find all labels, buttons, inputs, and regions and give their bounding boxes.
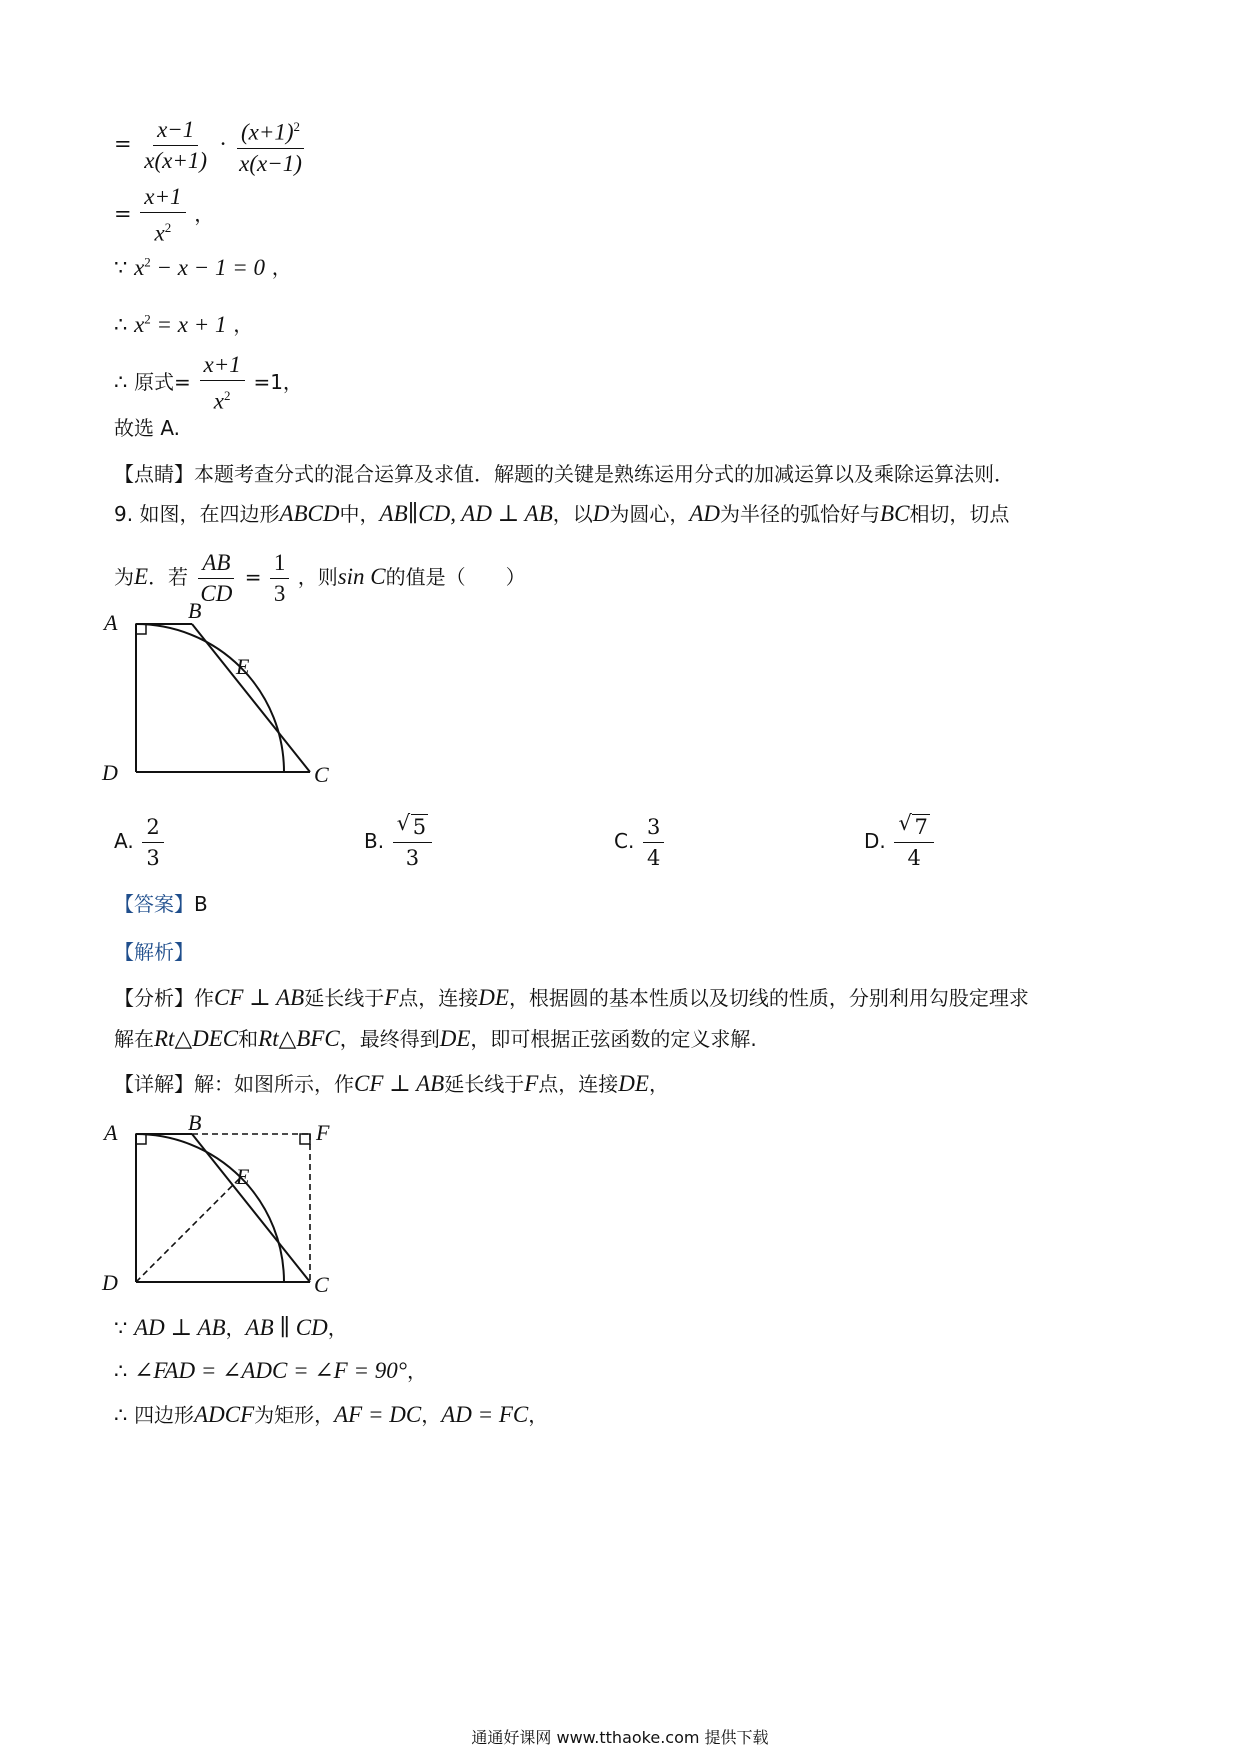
option-letter: C.	[614, 829, 635, 853]
comment-line	[114, 460, 1014, 488]
comment-text: 本题考查分式的混合运算及求值．解题的关键是熟练运用分式的加减运算以及乘除运算法则．	[194, 462, 1014, 486]
question-text: 如图，在四边形	[139, 502, 280, 526]
therefore-symbol: ∴	[114, 312, 128, 337]
solution-step-4	[114, 305, 253, 339]
fraction	[200, 350, 245, 417]
numerator-base: (x+1)	[240, 119, 294, 145]
numerator: 3	[643, 812, 664, 843]
punctuation: ，	[421, 1403, 442, 1427]
exponent: 2	[164, 220, 172, 235]
variable: x	[134, 254, 145, 280]
math-term: Rt△DEC	[154, 1026, 239, 1051]
option-a[interactable]	[114, 812, 166, 873]
fenxi-tag: 【分析】	[114, 986, 194, 1010]
result-value: =1，	[253, 369, 303, 394]
solution-step-5	[114, 350, 303, 417]
denominator: x(x−1)	[239, 150, 302, 176]
numerator: x+1	[140, 182, 185, 213]
radical-icon: √	[898, 811, 912, 835]
therefore-symbol: ∴	[114, 1403, 128, 1427]
right-angle-mark	[136, 624, 146, 634]
math-term: AF = DC	[334, 1402, 422, 1427]
sqrt	[397, 812, 428, 842]
detail-tag: 【详解】	[114, 1072, 194, 1096]
answer-line	[114, 890, 208, 918]
question-text: 为半径的弧恰好与	[720, 502, 881, 526]
equation	[134, 255, 265, 280]
math-term: DE	[618, 1071, 649, 1096]
fraction	[140, 182, 185, 249]
fenxi-text: 和	[238, 1027, 259, 1051]
answer-tag: 【答案】	[114, 892, 194, 916]
math-term: ADCF	[194, 1402, 255, 1427]
math-term: BC	[880, 501, 910, 526]
fraction	[235, 112, 306, 179]
label-a: A	[104, 1120, 118, 1145]
comment-tag: 【点睛】	[114, 462, 194, 486]
solution-step-1	[114, 112, 308, 179]
punctuation: ，	[194, 201, 215, 226]
fenxi-text: 点，连接	[398, 986, 479, 1010]
expression: − x − 1 = 0	[150, 254, 266, 280]
label-c: C	[314, 762, 329, 787]
option-letter: A.	[114, 829, 134, 853]
denominator-base: x	[154, 220, 165, 246]
denominator: 4	[647, 846, 661, 870]
detail-line	[114, 1070, 669, 1098]
numerator: 1	[270, 548, 290, 579]
option-fraction	[894, 812, 933, 873]
geometry-figure-2	[100, 1110, 390, 1310]
numerator	[393, 812, 432, 843]
proof-line-2	[114, 1357, 427, 1385]
math-term: ∠FAD = ∠ADC = ∠F = 90°	[134, 1358, 407, 1383]
math-term: ABCD	[279, 501, 340, 526]
analysis-tag: 【解析】	[114, 940, 194, 964]
denominator: CD	[200, 581, 233, 606]
math-term: CF ⊥ AB	[354, 1071, 445, 1096]
label-d: D	[102, 760, 118, 785]
math-term: DE	[439, 1026, 471, 1051]
label-b: B	[188, 600, 202, 623]
fenxi-text: ，最终得到	[339, 1027, 440, 1051]
question-number: 9.	[114, 502, 134, 526]
fenxi-text: ，即可根据正弦函数的定义求解.	[470, 1027, 757, 1051]
equals-sign: =	[114, 201, 132, 226]
option-b[interactable]	[364, 812, 434, 873]
question-text: ．若	[148, 565, 189, 589]
detail-text: 点，连接	[538, 1072, 619, 1096]
therefore-symbol: ∴	[114, 1359, 128, 1383]
label-d: D	[102, 1270, 118, 1295]
fenxi-text: ，根据圆的基本性质以及切线的性质，分别利用勾股定理求	[508, 986, 1029, 1010]
math-term: AB ∥ CD	[245, 1315, 328, 1340]
punctuation: ，	[233, 312, 254, 337]
detail-text: 解：如图所示，作	[194, 1072, 354, 1096]
radicand: 5	[412, 815, 427, 839]
exponent: 2	[144, 254, 151, 269]
option-fraction	[393, 812, 432, 873]
equals-sign: =	[244, 565, 262, 589]
because-symbol: ∵	[114, 1316, 128, 1340]
solution-step-2	[114, 182, 214, 249]
numerator: 2	[142, 812, 163, 843]
math-term: CF ⊥ AB	[214, 985, 305, 1010]
label-c: C	[314, 1272, 329, 1297]
exponent: 2	[144, 311, 151, 326]
exponent: 2	[223, 388, 231, 403]
math-term: AB∥CD, AD ⊥ AB	[379, 501, 553, 526]
option-fraction	[643, 812, 664, 873]
geometry-figure-1	[100, 600, 400, 800]
question-line-1	[114, 500, 1009, 528]
denominator	[210, 381, 235, 417]
label-f: F	[316, 1120, 330, 1145]
math-term: Rt△BFC	[258, 1026, 340, 1051]
because-symbol: ∵	[114, 255, 128, 280]
math-term: AD	[689, 501, 721, 526]
punctuation: ，	[225, 1316, 246, 1340]
option-c[interactable]	[614, 812, 666, 873]
dashed-segment-de	[136, 1177, 241, 1282]
expression: = x + 1	[150, 311, 227, 337]
denominator: 3	[405, 846, 420, 870]
punctuation: ，	[327, 1316, 348, 1340]
therefore-symbol: ∴	[114, 369, 128, 394]
original-expression-label: 原式=	[134, 369, 191, 394]
denominator	[151, 213, 176, 249]
math-term: AD ⊥ AB	[134, 1315, 226, 1340]
option-letter: D.	[864, 829, 886, 853]
choice-line: 故选 A.	[114, 416, 181, 440]
fenxi-text: 延长线于	[304, 986, 385, 1010]
page-footer: 通通好课网 www.tthaoke.com 提供下载	[471, 1728, 769, 1747]
detail-text: ，	[648, 1072, 669, 1096]
option-letter: B.	[364, 829, 385, 853]
proof-line-3	[114, 1401, 548, 1429]
punctuation: ，	[528, 1403, 549, 1427]
math-term: sin C	[337, 564, 386, 589]
fraction	[140, 115, 211, 176]
right-angle-mark-a	[136, 1134, 146, 1144]
sqrt	[898, 812, 929, 842]
numerator: x+1	[200, 350, 245, 381]
numerator	[894, 812, 933, 843]
question-text: 的值是（ ）	[385, 565, 526, 589]
punctuation: ，	[406, 1359, 427, 1383]
question-text: ，则	[297, 565, 338, 589]
denominator: 3	[273, 581, 286, 606]
question-text: 中，	[339, 502, 380, 526]
question-text: 为	[114, 565, 134, 589]
math-term: F	[384, 985, 399, 1010]
numerator: AB	[198, 548, 234, 579]
denominator: 3	[146, 846, 160, 870]
answer-value: B	[194, 892, 208, 916]
proof-line-1	[114, 1314, 348, 1342]
question-text: 为圆心，	[609, 502, 690, 526]
solution-step-3	[114, 248, 292, 282]
equals-sign: =	[114, 131, 132, 156]
punctuation: ，	[271, 255, 292, 280]
math-term: D	[592, 501, 610, 526]
variable: x	[134, 311, 145, 337]
question-text: ，以	[552, 502, 593, 526]
math-term: AD = FC	[441, 1402, 529, 1427]
denominator: x(x+1)	[144, 147, 208, 173]
numerator	[237, 112, 304, 149]
denominator: 4	[907, 846, 921, 870]
proof-text: 为矩形，	[254, 1403, 335, 1427]
label-e: E	[236, 654, 250, 679]
option-d[interactable]	[864, 812, 936, 873]
math-term: E	[134, 564, 149, 589]
right-angle-mark-f	[300, 1134, 310, 1144]
proof-text: 四边形	[134, 1403, 195, 1427]
math-term: F	[524, 1071, 539, 1096]
detail-text: 延长线于	[444, 1072, 525, 1096]
equation	[134, 312, 226, 337]
multiply-dot: ·	[219, 131, 227, 156]
fenxi-text: 作	[194, 986, 214, 1010]
fenxi-line-1	[114, 984, 1029, 1012]
fenxi-line-2	[114, 1025, 757, 1053]
numerator: x−1	[153, 115, 198, 146]
segment-bc	[192, 624, 310, 772]
question-text: 相切，切点	[909, 502, 1010, 526]
denominator-base: x	[213, 388, 224, 414]
option-fraction	[142, 812, 163, 873]
math-term: DE	[478, 985, 509, 1010]
fenxi-text: 解在	[114, 1027, 154, 1051]
label-e: E	[236, 1164, 250, 1189]
radical-icon: √	[396, 811, 411, 835]
exponent: 2	[293, 119, 301, 134]
radicand: 7	[914, 815, 928, 839]
label-b: B	[188, 1110, 202, 1135]
label-a: A	[104, 610, 118, 635]
